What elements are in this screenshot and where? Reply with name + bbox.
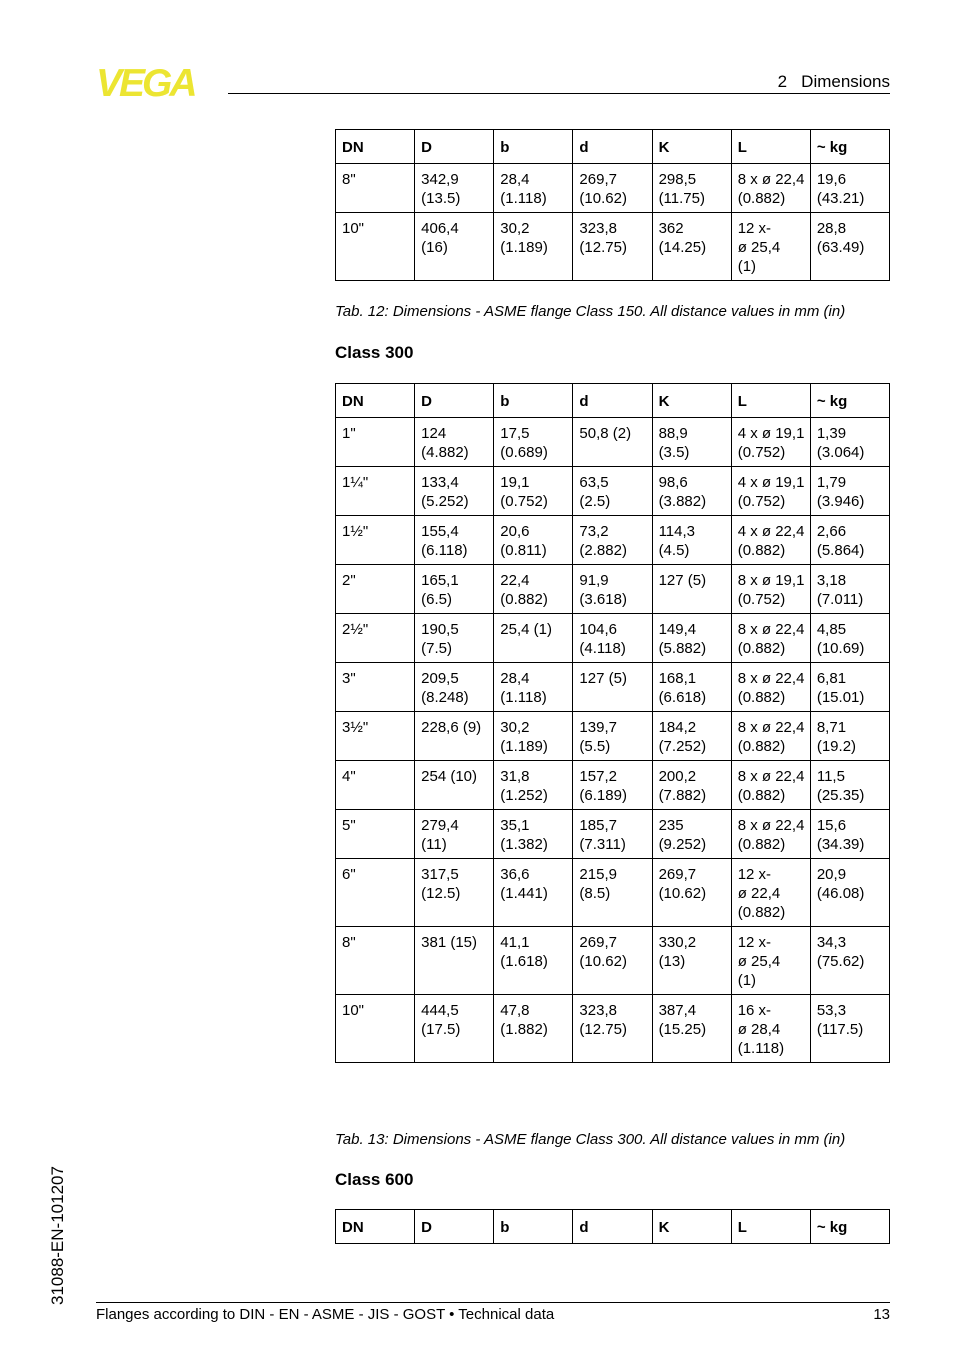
table-cell: 8 x ø 22,4 (0.882) — [731, 614, 810, 663]
table-cell: 2" — [336, 565, 415, 614]
table-row — [336, 213, 890, 281]
column-header: d — [573, 130, 652, 164]
table-cell: 133,4 (5.252) — [415, 467, 494, 516]
table-cell: 330,2 (13) — [652, 927, 731, 995]
table-cell: 16 x- ø 28,4 (1.118) — [731, 995, 810, 1063]
table-cell: 165,1 (6.5) — [415, 565, 494, 614]
table-cell: 4" — [336, 761, 415, 810]
table-cell: 73,2 (2.882) — [573, 516, 652, 565]
table-cell: 12 x- ø 22,4 (0.882) — [731, 859, 810, 927]
table-cell: 36,6 (1.441) — [494, 859, 573, 927]
table-cell: 34,3 (75.62) — [810, 927, 889, 995]
table-cell: 8,71 (19.2) — [810, 712, 889, 761]
column-header: D — [415, 130, 494, 164]
table-row — [336, 995, 890, 1063]
table-cell: 157,2 (6.189) — [573, 761, 652, 810]
section-title: 2 Dimensions — [777, 72, 890, 91]
table-cell: 15,6 (34.39) — [810, 810, 889, 859]
table-cell: 127 (5) — [573, 663, 652, 712]
table-cell: 323,8 (12.75) — [573, 995, 652, 1063]
column-header: ~ kg — [810, 384, 889, 418]
table-cell: 184,2 (7.252) — [652, 712, 731, 761]
footer-rule — [96, 1302, 890, 1303]
column-header: b — [494, 130, 573, 164]
table-cell: 235 (9.252) — [652, 810, 731, 859]
class-300-heading: Class 300 — [335, 343, 414, 362]
table-cell: 228,6 (9) — [415, 712, 494, 761]
table-cell: 98,6 (3.882) — [652, 467, 731, 516]
table-cell: 127 (5) — [652, 565, 731, 614]
table-cell: 8 x ø 22,4 (0.882) — [731, 663, 810, 712]
table-row — [336, 164, 890, 213]
table-cell: 50,8 (2) — [573, 418, 652, 467]
table-cell: 139,7 (5.5) — [573, 712, 652, 761]
column-header: K — [652, 384, 731, 418]
table-cell: 200,2 (7.882) — [652, 761, 731, 810]
document-code: 31088-EN-101207 — [48, 1166, 67, 1305]
table-row — [336, 516, 890, 565]
table-cell: 2,66 (5.864) — [810, 516, 889, 565]
table-cell: 381 (15) — [415, 927, 494, 995]
table-cell: 1,39 (3.064) — [810, 418, 889, 467]
table-cell: 8" — [336, 927, 415, 995]
table-cell: 20,9 (46.08) — [810, 859, 889, 927]
page-number: 13 — [873, 1306, 890, 1323]
table-cell: 155,4 (6.118) — [415, 516, 494, 565]
table-cell: 104,6 (4.118) — [573, 614, 652, 663]
column-header: d — [573, 1210, 652, 1244]
table-cell: 8 x ø 22,4 (0.882) — [731, 761, 810, 810]
table-cell: 17,5 (0.689) — [494, 418, 573, 467]
table-cell: 8" — [336, 164, 415, 213]
table-cell: 317,5 (12.5) — [415, 859, 494, 927]
table-cell: 10" — [336, 995, 415, 1063]
table-cell: 209,5 (8.248) — [415, 663, 494, 712]
column-header: DN — [336, 1210, 415, 1244]
table-cell: 12 x- ø 25,4 (1) — [731, 927, 810, 995]
table-cell: 8 x ø 22,4 (0.882) — [731, 810, 810, 859]
table-cell: 30,2 (1.189) — [494, 712, 573, 761]
vega-logo — [96, 66, 220, 98]
class-600-heading: Class 600 — [335, 1170, 414, 1189]
table-cell: 30,2 (1.189) — [494, 213, 573, 281]
table-cell: 35,1 (1.382) — [494, 810, 573, 859]
table-cell: 8 x ø 19,1 (0.752) — [731, 565, 810, 614]
table-cell: 215,9 (8.5) — [573, 859, 652, 927]
table-cell: 41,1 (1.618) — [494, 927, 573, 995]
table-cell: 406,4 (16) — [415, 213, 494, 281]
column-header: DN — [336, 384, 415, 418]
table-cell: 190,5 (7.5) — [415, 614, 494, 663]
table-cell: 168,1 (6.618) — [652, 663, 731, 712]
table-class-600 — [335, 1209, 890, 1244]
table-cell: 8 x ø 22,4 (0.882) — [731, 164, 810, 213]
table-cell: 6,81 (15.01) — [810, 663, 889, 712]
table-cell: 362 (14.25) — [652, 213, 731, 281]
table-cell: 12 x- ø 25,4 (1) — [731, 213, 810, 281]
table-cell: 444,5 (17.5) — [415, 995, 494, 1063]
column-header: L — [731, 384, 810, 418]
table-cell: 387,4 (15.25) — [652, 995, 731, 1063]
table-row — [336, 712, 890, 761]
column-header: L — [731, 130, 810, 164]
table-class-300 — [335, 383, 890, 1063]
column-header: D — [415, 384, 494, 418]
column-header: K — [652, 130, 731, 164]
table-cell: 185,7 (7.311) — [573, 810, 652, 859]
table-cell: 4,85 (10.69) — [810, 614, 889, 663]
table-cell: 1¼" — [336, 467, 415, 516]
table-cell: 19,6 (43.21) — [810, 164, 889, 213]
table-cell: 20,6 (0.811) — [494, 516, 573, 565]
table-cell: 22,4 (0.882) — [494, 565, 573, 614]
table-cell: 91,9 (3.618) — [573, 565, 652, 614]
table-cell: 4 x ø 19,1 (0.752) — [731, 418, 810, 467]
table-header-row — [336, 130, 890, 164]
table-cell: 124 (4.882) — [415, 418, 494, 467]
table-row — [336, 761, 890, 810]
table-cell: 19,1 (0.752) — [494, 467, 573, 516]
table-cell: 3,18 (7.011) — [810, 565, 889, 614]
table-cell: 5" — [336, 810, 415, 859]
table-cell: 3" — [336, 663, 415, 712]
table-cell: 3½" — [336, 712, 415, 761]
table-cell: 114,3 (4.5) — [652, 516, 731, 565]
column-header: ~ kg — [810, 1210, 889, 1244]
table-cell: 269,7 (10.62) — [573, 927, 652, 995]
table-row — [336, 859, 890, 927]
header-rule — [228, 93, 890, 94]
table-row — [336, 663, 890, 712]
table-cell: 269,7 (10.62) — [652, 859, 731, 927]
table-cell: 1½" — [336, 516, 415, 565]
table-row — [336, 614, 890, 663]
table-cell: 269,7 (10.62) — [573, 164, 652, 213]
table-row — [336, 927, 890, 995]
table-cell: 31,8 (1.252) — [494, 761, 573, 810]
column-header: K — [652, 1210, 731, 1244]
table-13-caption: Tab. 13: Dimensions - ASME flange Class 300. All distance values in mm (in) — [335, 1131, 846, 1148]
table-cell: 149,4 (5.882) — [652, 614, 731, 663]
column-header: b — [494, 1210, 573, 1244]
table-cell: 279,4 (11) — [415, 810, 494, 859]
table-row — [336, 467, 890, 516]
column-header: DN — [336, 130, 415, 164]
table-cell: 254 (10) — [415, 761, 494, 810]
table-cell: 323,8 (12.75) — [573, 213, 652, 281]
column-header: d — [573, 384, 652, 418]
table-cell: 53,3 (117.5) — [810, 995, 889, 1063]
table-cell: 25,4 (1) — [494, 614, 573, 663]
table-cell: 28,4 (1.118) — [494, 164, 573, 213]
table-cell: 63,5 (2.5) — [573, 467, 652, 516]
column-header: b — [494, 384, 573, 418]
table-cell: 4 x ø 19,1 (0.752) — [731, 467, 810, 516]
table-cell: 2½" — [336, 614, 415, 663]
table-class-150 — [335, 129, 890, 281]
table-cell: 10" — [336, 213, 415, 281]
table-cell: 6" — [336, 859, 415, 927]
table-cell: 8 x ø 22,4 (0.882) — [731, 712, 810, 761]
column-header: L — [731, 1210, 810, 1244]
table-cell: 88,9 (3.5) — [652, 418, 731, 467]
table-cell: 4 x ø 22,4 (0.882) — [731, 516, 810, 565]
table-cell: 28,8 (63.49) — [810, 213, 889, 281]
table-cell: 11,5 (25.35) — [810, 761, 889, 810]
column-header: D — [415, 1210, 494, 1244]
svg-text:VEGA: VEGA — [96, 66, 195, 98]
table-cell: 298,5 (11.75) — [652, 164, 731, 213]
table-header-row — [336, 384, 890, 418]
table-row — [336, 565, 890, 614]
footer-text: Flanges according to DIN - EN - ASME - JIS - GOST • Technical data — [96, 1306, 555, 1323]
table-cell: 47,8 (1.882) — [494, 995, 573, 1063]
column-header: ~ kg — [810, 130, 889, 164]
table-cell: 1,79 (3.946) — [810, 467, 889, 516]
table-row — [336, 810, 890, 859]
table-row — [336, 418, 890, 467]
table-cell: 342,9 (13.5) — [415, 164, 494, 213]
table-cell: 1" — [336, 418, 415, 467]
table-12-caption: Tab. 12: Dimensions - ASME flange Class 150. All distance values in mm (in) — [335, 303, 846, 320]
table-header-row — [336, 1210, 890, 1244]
table-cell: 28,4 (1.118) — [494, 663, 573, 712]
